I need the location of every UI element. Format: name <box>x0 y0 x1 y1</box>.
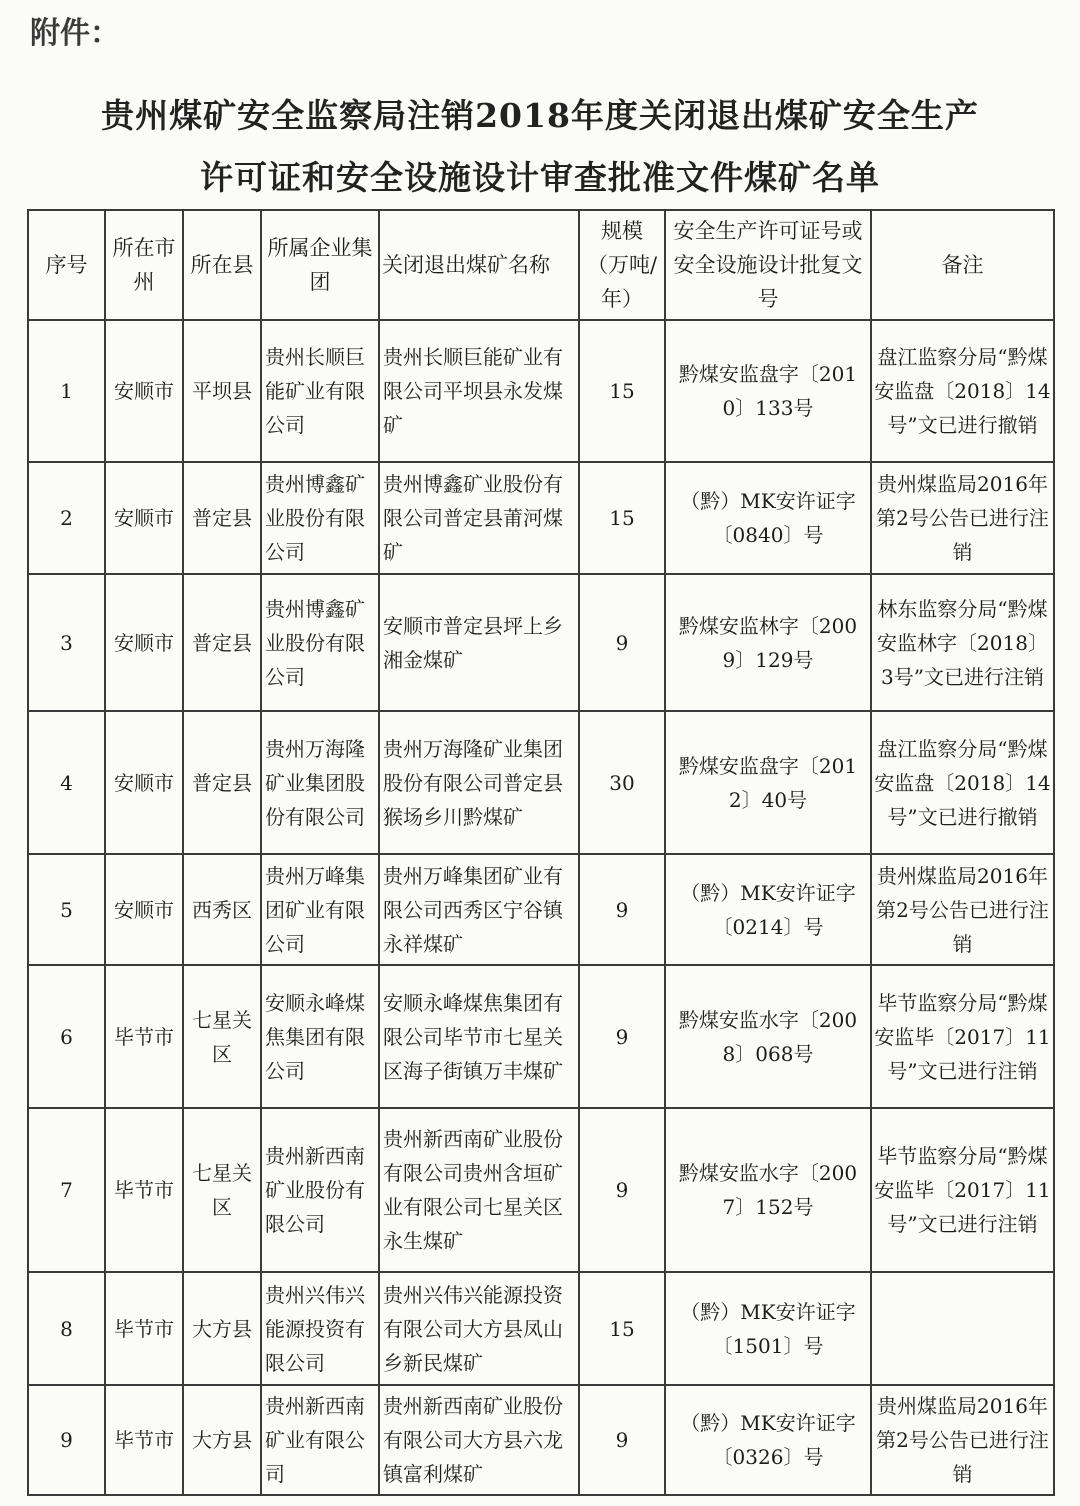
cell-remark: 毕节监察分局“黔煤安监毕〔2017〕11号”文已进行注销 <box>871 1108 1054 1272</box>
cell-scale: 15 <box>579 320 665 462</box>
cell-mine: 贵州新西南矿业股份有限公司贵州含垣矿业有限公司七星关区永生煤矿 <box>379 1108 579 1272</box>
header-seq: 序号 <box>28 210 105 320</box>
cell-mine: 贵州兴伟兴能源投资有限公司大方县凤山乡新民煤矿 <box>379 1272 579 1385</box>
cell-mine: 贵州长顺巨能矿业有限公司平坝县永发煤矿 <box>379 320 579 462</box>
table-row <box>28 711 1054 854</box>
cell-scale: 9 <box>579 574 665 711</box>
cell-city: 毕节市 <box>105 1385 183 1495</box>
table-row <box>28 320 1054 462</box>
cell-seq: 9 <box>28 1385 105 1495</box>
cell-mine: 安顺市普定县坪上乡湘金煤矿 <box>379 574 579 711</box>
header-scale: 规模（万吨/年） <box>579 210 665 320</box>
cell-permit: （黔）MK安许证字〔0326〕号 <box>665 1385 871 1495</box>
cell-city: 安顺市 <box>105 854 183 965</box>
cell-city: 毕节市 <box>105 1272 183 1385</box>
cell-mine: 贵州新西南矿业股份有限公司大方县六龙镇富利煤矿 <box>379 1385 579 1495</box>
cell-county: 西秀区 <box>183 854 261 965</box>
cell-remark: 盘江监察分局“黔煤安监盘〔2018〕14号”文已进行撤销 <box>871 711 1054 854</box>
cell-county: 七星关区 <box>183 965 261 1108</box>
cell-remark: 毕节监察分局“黔煤安监毕〔2017〕11号”文已进行注销 <box>871 965 1054 1108</box>
cell-group: 安顺永峰煤焦集团有限公司 <box>261 965 379 1108</box>
cell-permit: 黔煤安监水字〔2007〕152号 <box>665 1108 871 1272</box>
cell-seq: 4 <box>28 711 105 854</box>
cell-remark: 林东监察分局“黔煤安监林字〔2018〕3号”文已进行注销 <box>871 574 1054 711</box>
cell-remark: 贵州煤监局2016年第2号公告已进行注销 <box>871 854 1054 965</box>
cell-scale: 9 <box>579 965 665 1108</box>
header-city: 所在市州 <box>105 210 183 320</box>
cell-permit: 黔煤安监盘字〔2010〕133号 <box>665 320 871 462</box>
cell-seq: 1 <box>28 320 105 462</box>
cell-county: 大方县 <box>183 1272 261 1385</box>
cell-seq: 6 <box>28 965 105 1108</box>
table-row <box>28 1108 1054 1272</box>
mine-list-table <box>27 209 1055 1496</box>
cell-mine: 贵州万峰集团矿业有限公司西秀区宁谷镇永祥煤矿 <box>379 854 579 965</box>
cell-county: 平坝县 <box>183 320 261 462</box>
cell-city: 安顺市 <box>105 462 183 574</box>
header-county: 所在县 <box>183 210 261 320</box>
cell-seq: 7 <box>28 1108 105 1272</box>
document-title-line1: 贵州煤矿安全监察局注销2018年度关闭退出煤矿安全生产 <box>101 96 979 135</box>
cell-group: 贵州长顺巨能矿业有限公司 <box>261 320 379 462</box>
header-permit: 安全生产许可证号或安全设施设计批复文号 <box>665 210 871 320</box>
cell-scale: 30 <box>579 711 665 854</box>
cell-county: 普定县 <box>183 711 261 854</box>
cell-scale: 9 <box>579 1108 665 1272</box>
table-row <box>28 1272 1054 1385</box>
cell-county: 七星关区 <box>183 1108 261 1272</box>
cell-group: 贵州博鑫矿业股份有限公司 <box>261 462 379 574</box>
cell-seq: 5 <box>28 854 105 965</box>
table-row <box>28 1385 1054 1495</box>
cell-group: 贵州万海隆矿业集团股份有限公司 <box>261 711 379 854</box>
cell-remark: 贵州煤监局2016年第2号公告已进行注销 <box>871 1385 1054 1495</box>
cell-seq: 8 <box>28 1272 105 1385</box>
cell-county: 普定县 <box>183 574 261 711</box>
cell-remark: 贵州煤监局2016年第2号公告已进行注销 <box>871 462 1054 574</box>
document-title-line2: 许可证和安全设施设计审查批准文件煤矿名单 <box>200 158 880 197</box>
cell-remark: 盘江监察分局“黔煤安监盘〔2018〕14号”文已进行撤销 <box>871 320 1054 462</box>
cell-city: 毕节市 <box>105 965 183 1108</box>
table-row <box>28 574 1054 711</box>
cell-city: 安顺市 <box>105 711 183 854</box>
attachment-label: 附件： <box>30 16 120 51</box>
cell-permit: 黔煤安监水字〔2008〕068号 <box>665 965 871 1108</box>
cell-group: 贵州兴伟兴能源投资有限公司 <box>261 1272 379 1385</box>
cell-city: 安顺市 <box>105 574 183 711</box>
cell-group: 贵州新西南矿业股份有限公司 <box>261 1108 379 1272</box>
cell-scale: 9 <box>579 1385 665 1495</box>
cell-seq: 3 <box>28 574 105 711</box>
cell-city: 毕节市 <box>105 1108 183 1272</box>
cell-permit: （黔）MK安许证字〔0840〕号 <box>665 462 871 574</box>
cell-seq: 2 <box>28 462 105 574</box>
cell-group: 贵州博鑫矿业股份有限公司 <box>261 574 379 711</box>
cell-permit: 黔煤安监盘字〔2012〕40号 <box>665 711 871 854</box>
cell-scale: 15 <box>579 1272 665 1385</box>
table-header-row <box>28 210 1054 320</box>
cell-scale: 9 <box>579 854 665 965</box>
cell-remark <box>871 1272 1054 1385</box>
header-group: 所属企业集团 <box>261 210 379 320</box>
header-remark: 备注 <box>871 210 1054 320</box>
cell-mine: 贵州博鑫矿业股份有限公司普定县莆河煤矿 <box>379 462 579 574</box>
cell-mine: 安顺永峰煤焦集团有限公司毕节市七星关区海子街镇万丰煤矿 <box>379 965 579 1108</box>
cell-city: 安顺市 <box>105 320 183 462</box>
cell-county: 大方县 <box>183 1385 261 1495</box>
table-row <box>28 965 1054 1108</box>
cell-group: 贵州万峰集团矿业有限公司 <box>261 854 379 965</box>
cell-scale: 15 <box>579 462 665 574</box>
cell-permit: 黔煤安监林字〔2009〕129号 <box>665 574 871 711</box>
cell-group: 贵州新西南矿业有限公司 <box>261 1385 379 1495</box>
table-row <box>28 854 1054 965</box>
header-mine: 关闭退出煤矿名称 <box>379 210 579 320</box>
table-row <box>28 462 1054 574</box>
cell-mine: 贵州万海隆矿业集团股份有限公司普定县猴场乡川黔煤矿 <box>379 711 579 854</box>
cell-permit: （黔）MK安许证字〔0214〕号 <box>665 854 871 965</box>
cell-permit: （黔）MK安许证字〔1501〕号 <box>665 1272 871 1385</box>
cell-county: 普定县 <box>183 462 261 574</box>
